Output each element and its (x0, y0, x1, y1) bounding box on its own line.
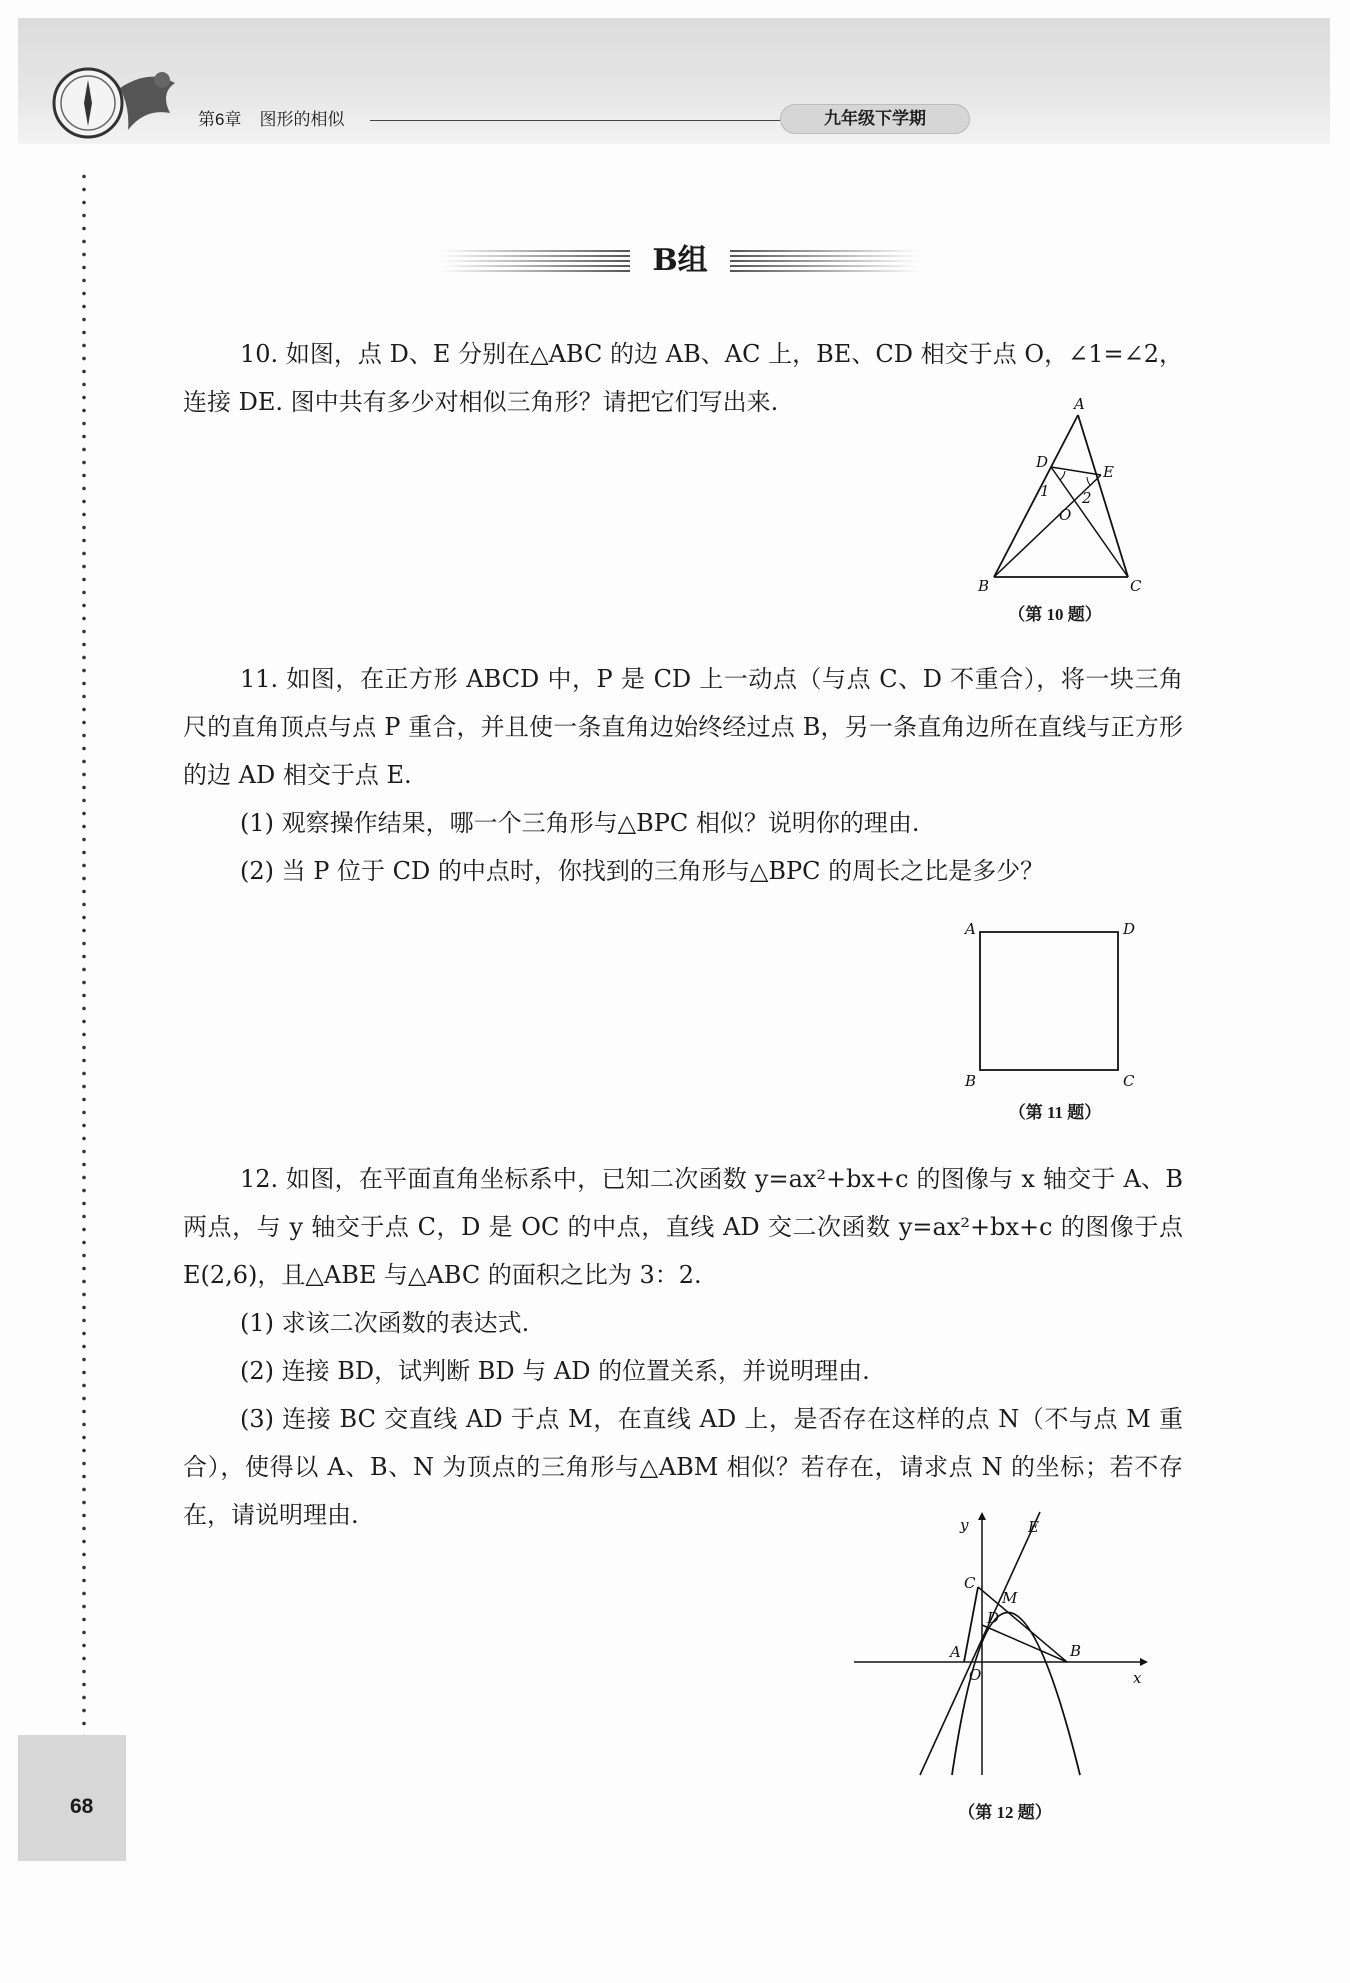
fig11-label-D: D (1123, 920, 1136, 938)
fig11-label-C: C (1123, 1072, 1135, 1090)
question-12-part-1: (1) 求该二次函数的表达式. (240, 1309, 530, 1337)
fig12-label-y: y (960, 1516, 969, 1534)
grade-badge: 九年级下学期 (780, 104, 970, 134)
fig10-label-B: B (978, 577, 990, 595)
compass-clock-icon (50, 58, 190, 148)
fig10-label-A: A (1074, 395, 1085, 413)
question-12-figure (850, 1490, 1150, 1784)
fig10-label-E: E (1103, 463, 1114, 481)
question-12-part-2: (2) 连接 BD，试判断 BD 与 AD 的位置关系，并说明理由. (240, 1357, 870, 1385)
section-title (440, 238, 920, 284)
section-title-label: B组 (652, 243, 708, 278)
chapter-number: 第6章 (198, 110, 242, 129)
fig12-label-E: E (1028, 1518, 1039, 1536)
fig10-label-C: C (1130, 577, 1142, 595)
chapter-heading (198, 105, 362, 130)
fig12-label-x: x (1133, 1669, 1142, 1687)
fig11-label-A: A (965, 920, 976, 938)
question-11-figure (960, 915, 1150, 1099)
question-12-text: 12. 如图，在平面直角坐标系中，已知二次函数 y=ax²+bx+c 的图像与 x 轴交于 A、B 两点，与 y 轴交于点 C，D 是 OC 的中点，直线 AD 交二次函数 y=ax²+bx+c 的图像于点 E(2,6)，且△ABE 与△ABC 的面积之比为 3：2. (183, 1165, 1183, 1289)
fig12-label-C: C (964, 1574, 976, 1592)
fig12-label-O: O (969, 1666, 982, 1684)
dotted-margin-line (82, 170, 86, 1735)
fig10-angle-2: 2 (1082, 489, 1092, 507)
fig12-label-D: D (987, 1609, 1000, 1627)
chapter-title: 图形的相似 (259, 110, 345, 129)
question-11-part-2: (2) 当 P 位于 CD 的中点时，你找到的三角形与△BPC 的周长之比是多少？ (240, 857, 1045, 885)
question-12-caption: （第 12 题） (958, 1803, 1052, 1822)
question-12-part-3: (3) 连接 BC 交直线 AD 于点 M，在直线 AD 上，是否存在这样的点 N（不与点 M 重合），使得以 A、B、N 为顶点的三角形与△ABM 相似？若存在，请求点 N 的坐标；若不存在，请说明理由. (183, 1405, 1183, 1529)
question-10-caption: （第 10 题） (1008, 605, 1102, 624)
question-11-text: 11. 如图，在正方形 ABCD 中，P 是 CD 上一动点（与点 C、D 不重合），将一块三角尺的直角顶点与点 P 重合，并且使一条直角边始终经过点 B，另一条直角边所在直线与正方形的边 AD 相交于点 E. (183, 665, 1183, 789)
fig10-label-D: D (1036, 453, 1049, 471)
fig12-label-A: A (950, 1643, 961, 1661)
question-11-part-1: (1) 观察操作结果，哪一个三角形与△BPC 相似？说明你的理由. (240, 809, 920, 837)
fig12-label-M: M (1002, 1589, 1018, 1607)
fig10-label-O: O (1059, 506, 1072, 524)
question-10-text: 10. 如图，点 D、E 分别在△ABC 的边 AB、AC 上，BE、CD 相交于点 O，∠1=∠2，连接 DE. 图中共有多少对相似三角形？请把它们写出来. (183, 340, 1183, 416)
question-11-caption: （第 11 题） (1008, 1103, 1102, 1122)
header-rule (370, 120, 780, 121)
fig11-label-B: B (965, 1072, 977, 1090)
fig12-label-B: B (1070, 1642, 1082, 1660)
fig10-angle-1: 1 (1040, 482, 1050, 500)
page-number: 68 (70, 1795, 94, 1818)
question-10-figure (970, 395, 1150, 604)
